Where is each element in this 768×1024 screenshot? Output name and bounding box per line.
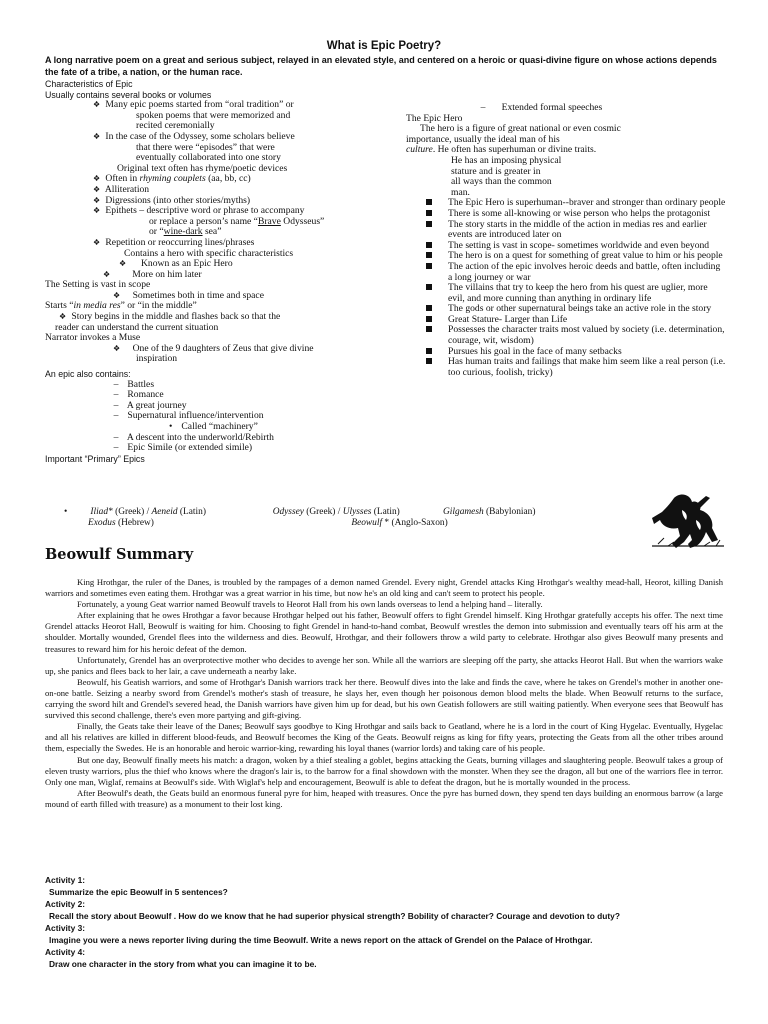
list-item (45, 174, 375, 185)
activity-question: Summarize the epic Beowulf in 5 sentences? (49, 887, 228, 897)
square-bullet-icon (426, 326, 432, 332)
starts-text: Starts “ (45, 300, 74, 312)
odyssey-title: Odyssey (272, 507, 304, 517)
list-item: – Epic Simile (or extended simile) (113, 442, 253, 454)
list-item-text: Digressions (into other stories/myths) (105, 194, 251, 206)
list-item-text: Known as an Epic Hero (141, 258, 233, 270)
list-item (45, 259, 375, 270)
activities-section (45, 874, 735, 970)
important-epics-heading: Important “Primary” Epics (45, 453, 145, 464)
list-item-text: Pursues his goal in the face of many setbacks (448, 345, 622, 357)
epic-hero-column (406, 103, 726, 378)
hero-description: man. (451, 186, 470, 198)
list-item-text: The story starts in the middle of the action in medias res and earlier events are introduced later on (448, 218, 707, 241)
square-bullet-icon (426, 263, 432, 269)
activity-question: Recall the story about Beowulf . How do we know that he had superior physical strength? Bobility of character? Courage and devotion to duty? (49, 911, 620, 921)
list-item-text: A great journey (126, 399, 187, 411)
list-item-text: More on him later (132, 268, 202, 280)
diamond-bullet-icon: ❖ (59, 312, 67, 322)
original-text-note: Original text often has rhyme/poetic devices (117, 162, 288, 174)
warrior-illustration (644, 490, 730, 550)
page-title: What is Epic Poetry? (326, 40, 442, 52)
list-item (406, 220, 726, 241)
setting-heading: The Setting is vast in scope (45, 279, 151, 291)
epic-language: (Latin) (177, 507, 206, 517)
dot-bullet-icon: • (64, 507, 68, 517)
list-item (45, 238, 375, 249)
list-item-text: Romance (127, 389, 164, 401)
list-item-continued: reader can understand the current situation (55, 321, 219, 333)
list-item (45, 132, 375, 143)
activity-label: Activity 3: (45, 923, 86, 933)
summary-paragraph: Finally, the Geats take their leave of the Danes; Beowulf says goodbye to King Hrothgar and sails back to Geatland, where he is a lord in the court of King Hygelac. Eventually, Hygelac and all his relatives are killed in different blood-feuds, and Beowulf becomes the King of the Geats. Beowulf reigns as king for fifty years, protecting the Geats from all the other tribes around them, especially the Swedes. He is an honorable and heroic warrior-king, rewarding his loyal thanes (warrior lords) and taking care of his people. (45, 721, 723, 754)
list-item-text: The Epic Hero is superhuman--braver and stronger than ordinary people (448, 197, 726, 209)
diamond-bullet-icon: ❖ (93, 131, 101, 141)
epic-beowulf (351, 518, 447, 528)
square-bullet-icon (426, 316, 432, 322)
starts-text: ” or “in the middle” (120, 300, 197, 312)
dot-bullet-icon: • (169, 421, 173, 432)
list-item-text: The setting is vast in scope- sometimes worldwide and even beyond (448, 239, 710, 251)
list-item-text: One of the 9 daughters of Zeus that give divine (132, 342, 314, 354)
summary-paragraph: But one day, Beowulf finally meets his match: a dragon, woken by a thief stealing a goblet, begins attacking the Geats, burning villages and slaughtering people. Beowulf takes a group of eleven trusty warriors, plus the thief who knows where the dragon's lair is, to the barrow for a final showdown with the monster. When they see the dragon, all but one of the warriors flee in terror. Only one man, Wiglaf, remains at Beowulf's side. With Wiglaf's help and encouragement, Beowulf is able to defeat the dragon, but he is mortally wounded in the process. (45, 754, 723, 787)
rhyming-couplets-term: rhyming couplets (139, 173, 206, 185)
list-item-text: Possesses the character traits most valued by society (i.e. determination, courage, wit, wisdom) (448, 324, 725, 347)
list-item-text: or replace a person’s name “ (149, 215, 258, 227)
square-bullet-icon (426, 284, 432, 290)
gilgamesh-title: Gilgamesh (443, 507, 484, 517)
epics-row-1 (64, 507, 704, 518)
hero-description: He has an imposing physical (451, 154, 562, 166)
usually-contains: Usually contains several books or volumes (45, 89, 212, 100)
list-item-continued: that there were “episodes” that were (136, 141, 275, 153)
epic-language: (Hebrew) (115, 518, 154, 528)
list-item-text: There is some all-knowing or wise person who helps the protagonist (448, 207, 711, 219)
epic-odyssey-ulysses (273, 507, 441, 518)
diamond-bullet-icon: ❖ (113, 343, 121, 353)
square-bullet-icon (426, 221, 432, 227)
list-item-text: Story begins in the middle and flashes back so that the (71, 311, 281, 323)
ulysses-title: Ulysses (342, 507, 372, 517)
list-item-text: sea” (202, 226, 222, 238)
list-item-text: Epic Simile (or extended simile) (127, 442, 253, 454)
epic-gilgamesh (443, 507, 535, 517)
epic-iliad-aeneid (80, 507, 270, 518)
also-contains-heading: An epic also contains: (45, 369, 131, 380)
summary-paragraph: King Hrothgar, the ruler of the Danes, is troubled by the rampages of a demon named Grendel. Every night, Grendel attacks King Hrothgar's wealthy mead-hall, Heorot, killing Danish warriors and sometimes even eating them. Hrothgar was a great warrior in his time, but now he's an old king and can't seem to protect his people. (45, 577, 723, 599)
list-item-text: Sometimes both in time and space (132, 289, 264, 301)
list-item-text: Often in (105, 173, 140, 185)
characteristics-heading: Characteristics of Epic (45, 79, 133, 89)
list-item-text: Odysseus” (280, 215, 325, 227)
diamond-bullet-icon: ❖ (93, 195, 101, 205)
list-item-continued: spoken poems that were memorized and (136, 109, 291, 121)
activity-label: Activity 1: (45, 875, 86, 885)
summary-title: Beowulf Summary (45, 546, 194, 563)
list-item-continued: inspiration (136, 353, 178, 365)
beowulf-title: Beowulf (351, 518, 383, 528)
hero-description: all ways than the common (451, 176, 552, 188)
list-item-text: (aa, bb, cc) (205, 173, 251, 185)
list-item-text: In the case of the Odyssey, some scholars believe (105, 130, 295, 142)
list-item-text: A descent into the underworld/Rebirth (126, 431, 274, 443)
primary-epics-list (64, 507, 704, 529)
activity-question: Imagine you were a news reporter living during the time Beowulf. Write a news report on the attack of Grendel on the Palace of Hrothgar. (49, 935, 593, 945)
list-item: – Romance (113, 389, 164, 401)
list-item-text: Epithets – descriptive word or phrase to accompany (105, 205, 305, 217)
diamond-bullet-icon: ❖ (103, 269, 111, 279)
diamond-bullet-icon: ❖ (93, 237, 101, 247)
in-media-res-term: in media res (73, 300, 121, 312)
list-item-text: or “ (149, 226, 164, 238)
summary-paragraph: Fortunately, a young Geat warrior named Beowulf travels to Heorot Hall from his own lands overseas to lend a helping hand – literally. (77, 599, 543, 610)
brave-term: Brave (257, 215, 281, 227)
square-bullet-icon (426, 348, 432, 354)
list-item-text: Battles (127, 378, 155, 390)
list-item: – Supernatural influence/intervention (113, 410, 264, 422)
epic-language: (Latin) (371, 507, 400, 517)
epic-language: * (Anglo-Saxon) (382, 518, 448, 528)
square-bullet-icon (426, 210, 432, 216)
list-item-text: Many epic poems started from “oral tradition” or (105, 99, 294, 111)
list-item (406, 209, 726, 220)
square-bullet-icon (426, 199, 432, 205)
aeneid-title: Aeneid (151, 507, 178, 517)
hero-description: stature and is greater in (451, 165, 541, 177)
activity-label: Activity 4: (45, 947, 86, 957)
square-bullet-icon (426, 242, 432, 248)
epic-language: (Greek) / (303, 507, 343, 517)
diamond-bullet-icon: ❖ (93, 184, 101, 194)
list-item-text: Supernatural influence/intervention (127, 410, 264, 422)
list-item-text: Extended formal speeches (501, 102, 603, 113)
diamond-bullet-icon: ❖ (113, 290, 121, 300)
beowulf-summary (45, 577, 723, 810)
list-item-continued: recited ceremonially (136, 120, 215, 132)
list-item (406, 262, 726, 283)
hero-description: The hero is a figure of great national or even cosmic (420, 123, 621, 135)
list-item (406, 357, 726, 378)
list-item: – Battles (113, 378, 155, 390)
epics-row-2 (64, 518, 704, 529)
list-item (45, 344, 375, 355)
diamond-bullet-icon: ❖ (93, 174, 101, 184)
activity-label: Activity 2: (45, 899, 86, 909)
list-item-text: Called “machinery” (181, 421, 258, 432)
summary-paragraph: Beowulf, his Geatish warriors, and some of Hrothgar's Danish warriors track her there. Beowulf dives into the lake and finds the cave, where he takes on Grendel's mother in another one-on-one battle. Seizing a nearby sword from Grendel's mother's stash of treasure, he slays her, even though her poisonous demon blood melts the blade. When Beowulf returns to the surface, carrying the sword hilt and Grendel's severed head, the Danish warriors have given him up for dead, but his own Geatish followers are still waiting patiently. When everyone sees that Beowulf has survived this second challenge, there's even more partying and gift-giving. (45, 676, 723, 721)
list-item-text: Repetition or reoccurring lines/phrases (105, 236, 255, 248)
wine-dark-term: wine-dark (163, 226, 203, 238)
diamond-bullet-icon: ❖ (119, 259, 127, 269)
hero-description-text: . He often has superhuman or divine traits. (432, 144, 597, 156)
list-item (406, 325, 726, 346)
square-bullet-icon (426, 252, 432, 258)
epic-language: (Greek) / (112, 507, 152, 517)
hero-description: importance, usually the ideal man of his (406, 133, 560, 145)
epic-hero-heading: The Epic Hero (406, 112, 463, 124)
summary-paragraph: After explaining that he owes Hrothgar a favor because Hrothgar helped out his father, Beowulf offers to fight Grendel himself. King Hrothgar gratefully accepts his offer. The next time Grendel attacks Heorot Hall, Beowulf is waiting for him. Choosing to fight Grendel in hand-to-hand combat, Beowulf wrestles the demon into submission and eventually tears off his arm at the shoulder. Mortally wounded, Grendel flees into the wilderness and dies. Beowulf, Hrothgar, and their followers throw a wild party to celebrate. Hrothgar also gives Beowulf many presents and treasures to reward him for his heroic defeat of the demon. (45, 610, 723, 654)
list-item: – A descent into the underworld/Rebirth (113, 431, 274, 443)
square-bullet-icon (426, 358, 432, 364)
iliad-title: Iliad* (90, 507, 113, 517)
epic-language: (Babylonian) (483, 507, 536, 517)
list-item-text: The villains that try to keep the hero from his quest are uglier, more evil, and more cunning than anything in ordinary life (448, 282, 708, 304)
list-item-text: Alliteration (104, 183, 150, 195)
characteristics-column (45, 79, 375, 464)
list-item-text: Has human traits and failings that make him seem like a real person (i.e. too curious, foolish, tricky) (448, 356, 726, 378)
exodus-title: Exodus (88, 518, 116, 528)
list-item: – Extended formal speeches (480, 102, 603, 113)
list-item (406, 283, 726, 304)
list-item-continued: eventually collaborated into one story (136, 152, 281, 164)
summary-paragraph: After Beowulf's death, the Geats build an enormous funeral pyre for him, heaped with treasures. Once the pyre has burned down, they spend ten days building an enormous barrow (a large mound of earth filled with treasure) as a monument to their lost king. (45, 787, 723, 809)
narrator-heading: Narrator invokes a Muse (45, 332, 141, 344)
diamond-bullet-icon: ❖ (93, 206, 101, 216)
hero-characteristics: Contains a hero with specific characteristics (124, 247, 294, 259)
list-item: – A great journey (113, 399, 187, 411)
list-item-text: The action of the epic involves heroic deeds and battle, often including a long journey or war (448, 260, 721, 283)
list-item-text: The gods or other supernatural beings take an active role in the story (448, 303, 712, 315)
list-item-text: Great Stature- Larger than Life (448, 313, 568, 325)
diamond-bullet-icon: ❖ (93, 100, 101, 110)
square-bullet-icon (426, 305, 432, 311)
summary-paragraph: Unfortunately, Grendel has an overprotective mother who decides to avenge her son. While all the warriors are sleeping off the party, she attacks Heorot Hall. But when the warriors wake up, she panics and flees back to her lair, a cave underneath a nearby lake. (45, 654, 723, 676)
culture-term: culture (406, 144, 433, 156)
epic-exodus (64, 518, 349, 529)
intro-definition: A long narrative poem on a great and serious subject, relayed in an elevated style, and centered on a heroic or quasi-divine figure on whose actions depends the fate of a tribe, a nation, or the human race. (45, 55, 717, 77)
list-item-text: The hero is on a quest for something of great value to him or his people (448, 250, 723, 262)
activity-question: Draw one character in the story from what you can imagine it to be. (49, 959, 317, 969)
